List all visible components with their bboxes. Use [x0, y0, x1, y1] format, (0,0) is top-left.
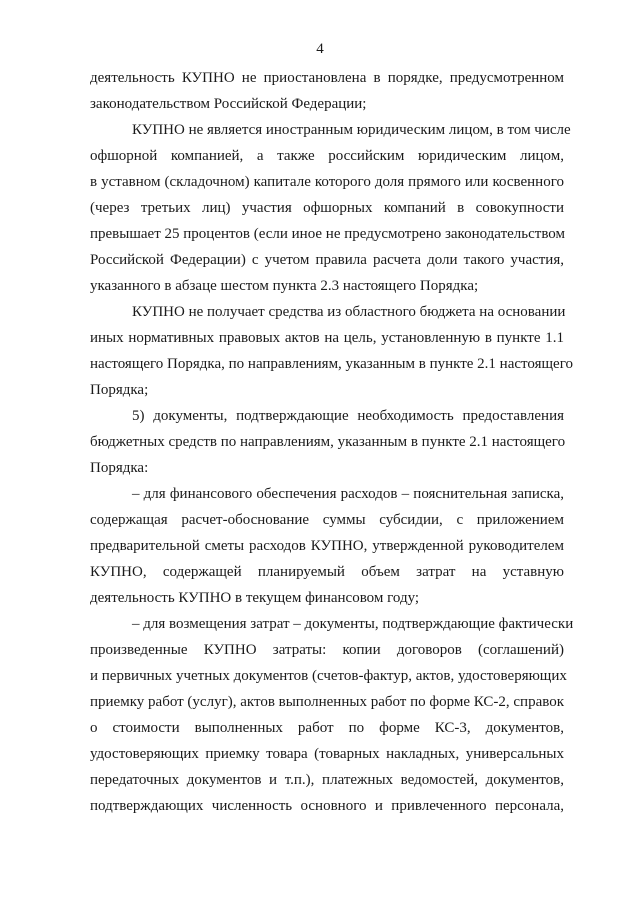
text-line: Российской Федерации) с учетом правила расчета доли такого участия, [90, 252, 564, 268]
text-line: КУПНО, содержащей планируемый объем затрат на уставную [90, 564, 564, 580]
text-line: и первичных учетных документов (счетов-фактур, актов, удостоверяющих [90, 668, 567, 684]
text-line: в уставном (складочном) капитале которого доля прямого или косвенного [90, 174, 564, 190]
text-line: офшорной компанией, а также российским юридическим лицом, [90, 148, 564, 164]
text-line: законодательством Российской Федерации; [90, 96, 367, 112]
text-line: предварительной сметы расходов КУПНО, утвержденной руководителем [90, 538, 564, 554]
text-line: бюджетных средств по направлениям, указанным в пункте 2.1 настоящего [90, 434, 566, 450]
text-line: КУПНО не получает средства из областного бюджета на основании [132, 304, 566, 320]
text-line: удостоверяющих приемку товара (товарных накладных, универсальных [90, 746, 564, 762]
text-line: Порядка; [90, 382, 149, 398]
text-line: о стоимости выполненных работ по форме КС-3, документов, [90, 720, 564, 736]
text-line: – для финансового обеспечения расходов – пояснительная записка, [132, 486, 564, 502]
text-line: указанного в абзаце шестом пункта 2.3 настоящего Порядка; [90, 278, 479, 294]
text-line: – для возмещения затрат – документы, подтверждающие фактически [132, 616, 574, 632]
page-number: 4 [316, 41, 324, 57]
text-line: содержащая расчет-обоснование суммы субсидии, с приложением [90, 512, 564, 528]
text-line: КУПНО не является иностранным юридическим лицом, в том числе [132, 122, 571, 138]
text-line: иных нормативных правовых актов на цель, установленную в пункте 1.1 [90, 330, 564, 346]
text-line: Порядка: [90, 460, 149, 476]
text-line: подтверждающих численность основного и привлеченного персонала, [90, 798, 564, 814]
text-line: 5) документы, подтверждающие необходимость предоставления [132, 408, 564, 424]
document-body [90, 65, 574, 819]
text-line: (через третьих лиц) участия офшорных компаний в совокупности [90, 200, 564, 216]
text-line: деятельность КУПНО не приостановлена в порядке, предусмотренном [90, 70, 564, 86]
text-line: деятельность КУПНО в текущем финансовом году; [90, 590, 420, 606]
text-line: превышает 25 процентов (если иное не предусмотрено законодательством [90, 226, 566, 242]
text-line: произведенные КУПНО затраты: копии договоров (соглашений) [90, 642, 564, 658]
text-line: приемку работ (услуг), актов выполненных работ по форме КС-2, справок [90, 694, 565, 710]
text-line: передаточных документов и т.п.), платежных ведомостей, документов, [90, 772, 564, 788]
text-line: настоящего Порядка, по направлениям, указанным в пункте 2.1 настоящего [90, 356, 573, 372]
